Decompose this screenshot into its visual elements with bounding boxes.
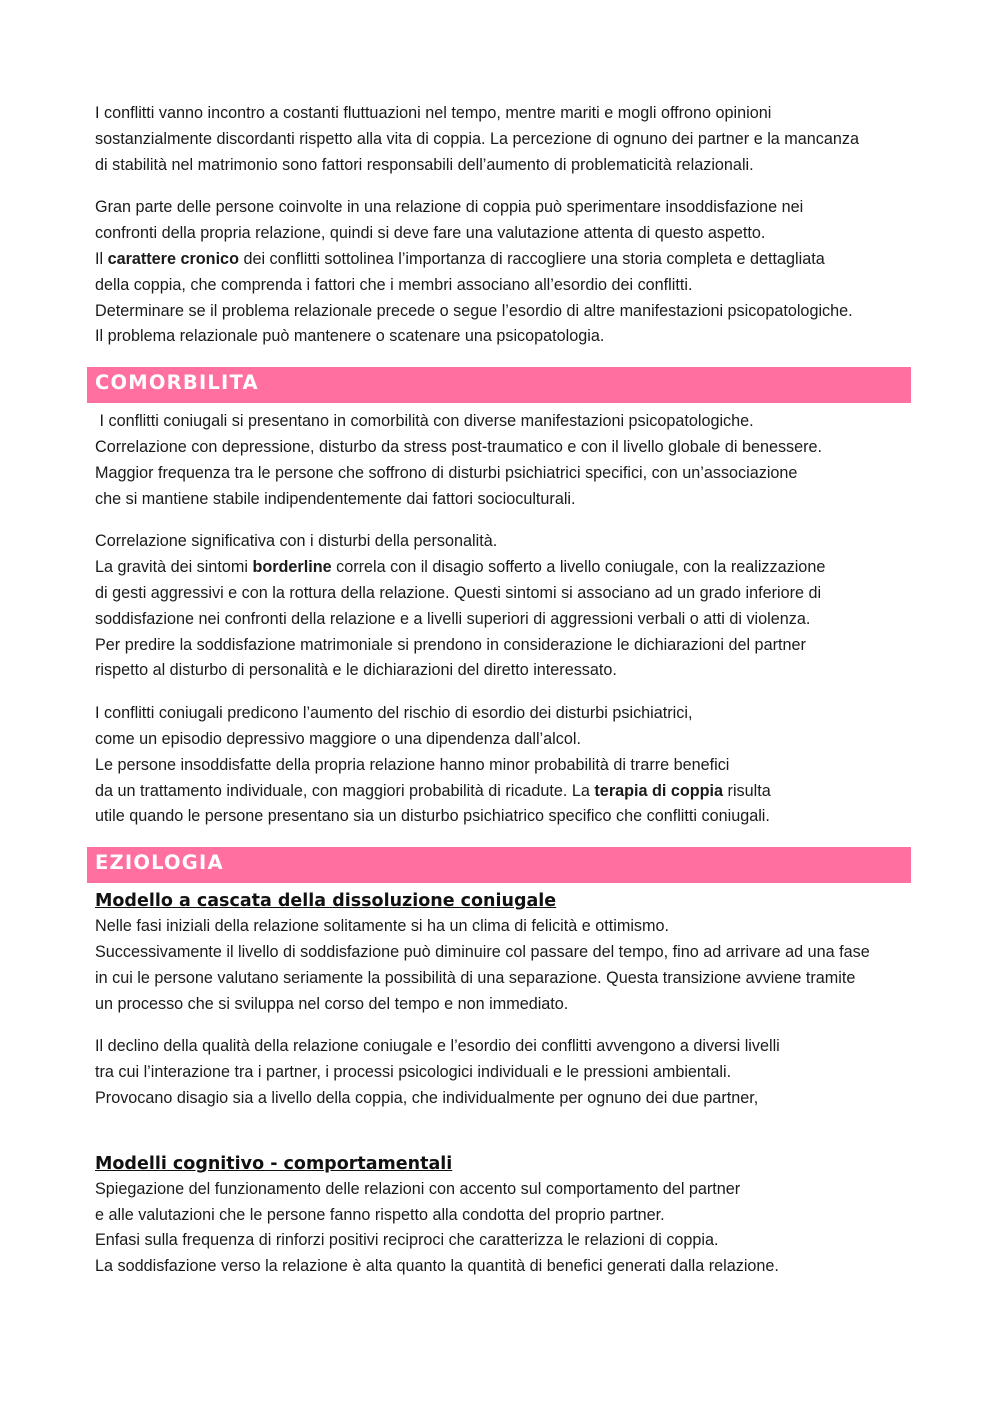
text-fragment: correla con il disagio sofferto a livello coniugale, con la realizzazione [331,558,826,577]
intro-paragraph-1 [95,101,915,178]
text-line: un processo che si sviluppa nel corso del tempo e non immediato. [95,994,569,1013]
text-line: Gran parte delle persone coinvolte in una relazione di coppia può sperimentare insoddisfazione nei [95,198,804,217]
text-line: I conflitti vanno incontro a costanti fluttuazioni nel tempo, mentre mariti e mogli offrono opinioni [95,104,772,122]
comorbilita-paragraph-2 [95,529,915,684]
text-line: Il declino della qualità della relazione coniugale e l’esordio dei conflitti avvengono a diversi livelli [95,1037,780,1056]
text-line [95,247,915,273]
text-line [95,555,915,581]
text-fragment: risulta [723,781,771,800]
text-fragment: dei conflitti sottolinea l’importanza di raccogliere una storia completa e dettagliata [238,249,825,268]
text-line: Per predire la soddisfazione matrimoniale si prendono in considerazione le dichiarazioni del partner [95,635,806,654]
text-line: La soddisfazione verso la relazione è alta quanto la quantità di benefici generati dalla relazione. [95,1257,779,1276]
text-line: Il problema relazionale può mantenere o scatenare una psicopatologia. [95,327,605,346]
text-line: della coppia, che comprenda i fattori che i membri associano all’esordio dei conflitti. [95,275,693,294]
eziologia-paragraph-3 [95,1177,915,1280]
text-line: Correlazione significativa con i disturbi della personalità. [95,532,498,551]
text-line: che si mantiene stabile indipendentemente dai fattori socioculturali. [95,489,576,508]
comorbilita-paragraph-1 [95,409,915,512]
text-line: Provocano disagio sia a livello della coppia, che individualmente per ognuno dei due partner, [95,1088,759,1107]
text-line: Successivamente il livello di soddisfazione può diminuire col passare del tempo, fino ad arrivare ad una fase [95,942,870,961]
text-line: I conflitti coniugali predicono l’aumento del rischio di esordio dei disturbi psichiatrici, [95,704,693,723]
text-line: Nelle fasi iniziali della relazione solitamente si ha un clima di felicità e ottimismo. [95,917,670,936]
comorbilita-paragraph-3 [95,701,915,830]
section-title: EZIOLOGIA [95,851,224,875]
subheading-modelli-cognitivo-comportamentali: Modelli cognitivo - comportamentali [95,1153,453,1174]
text-line: utile quando le persone presentano sia un disturbo psichiatrico specifico che conflitti coniugali. [95,807,770,826]
text-line: confronti della propria relazione, quindi si deve fare una valutazione attenta di questo aspetto. [95,224,766,243]
text-fragment: La gravità dei sintomi [95,558,253,577]
text-fragment: da un trattamento individuale, con maggiori probabilità di ricadute. La [95,781,595,800]
text-line: tra cui l’interazione tra i partner, i processi psicologici individuali e le pressioni ambientali. [95,1063,732,1082]
text-line: Spiegazione del funzionamento delle relazioni con accento sul comportamento del partner [95,1179,741,1198]
text-line [95,779,915,805]
text-line: soddisfazione nei confronti della relazione e a livelli superiori di aggressioni verbali o atti di violenza. [95,609,811,628]
text-line: rispetto al disturbo di personalità e le dichiarazioni del diretto interessato. [95,661,617,680]
bold-term-carattere-cronico: carattere cronico [107,249,239,268]
document-page [95,101,915,1297]
text-line: di gesti aggressivi e con la rottura della relazione. Questi sintomi si associano ad un grado inferiore di [95,583,822,602]
bold-term-terapia-di-coppia: terapia di coppia [594,781,724,800]
bold-term-borderline: borderline [252,558,332,577]
text-line: I conflitti coniugali si presentano in comorbilità con diverse manifestazioni psicopatologiche. [95,412,754,431]
section-header-eziologia [87,847,911,883]
intro-paragraph-2 [95,195,915,350]
text-line: Le persone insoddisfatte della propria relazione hanno minor probabilità di trarre benefici [95,755,730,774]
section-title: COMORBILITA [95,371,259,395]
text-line: sostanzialmente discordanti rispetto alla vita di coppia. La percezione di ognuno dei partner e la mancanza [95,129,859,148]
text-fragment: Il [95,249,108,268]
subheading-modello-a-cascata: Modello a cascata della dissoluzione coniugale [95,891,557,912]
text-line: in cui le persone valutano seriamente la possibilità di una separazione. Questa transizione avviene tramite [95,968,856,987]
text-line: come un episodio depressivo maggiore o una dipendenza dall’alcol. [95,729,581,748]
eziologia-paragraph-2 [95,1034,915,1111]
eziologia-paragraph-1 [95,914,915,1017]
text-line: di stabilità nel matrimonio sono fattori responsabili dell’aumento di problematicità relazionali. [95,155,754,174]
text-line: Enfasi sulla frequenza di rinforzi positivi reciproci che caratterizza le relazioni di coppia. [95,1231,719,1250]
text-line: Determinare se il problema relazionale precede o segue l’esordio di altre manifestazioni psicopatologiche. [95,301,853,320]
text-line: e alle valutazioni che le persone fanno rispetto alla condotta del proprio partner. [95,1205,665,1224]
text-line: Maggior frequenza tra le persone che soffrono di disturbi psichiatrici specifici, con un’associazione [95,463,798,482]
section-header-comorbilita [87,367,911,403]
text-line: Correlazione con depressione, disturbo da stress post-traumatico e con il livello globale di benessere. [95,437,823,456]
